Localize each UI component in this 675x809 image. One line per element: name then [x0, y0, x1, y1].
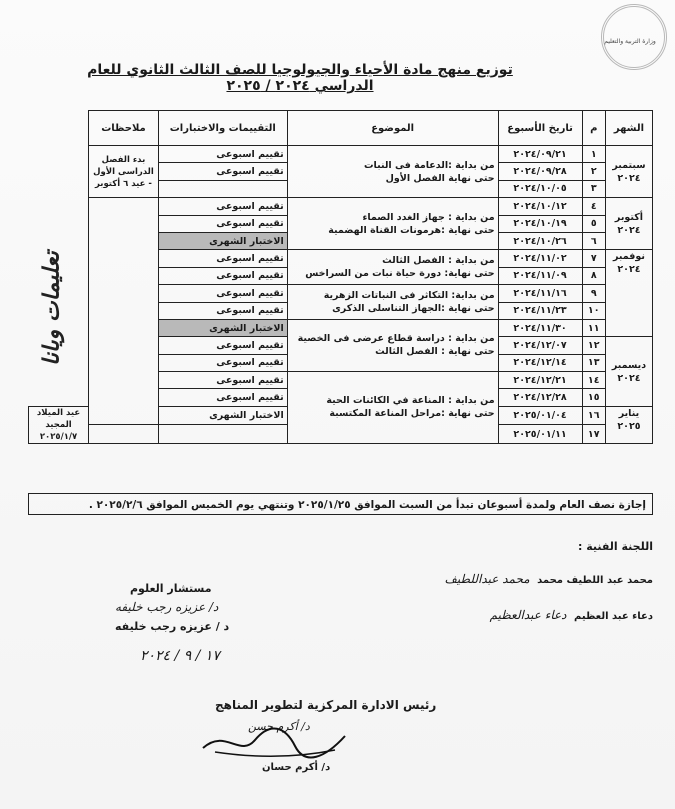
header-notes: ملاحظات	[89, 111, 159, 146]
topic-cell	[287, 319, 498, 371]
topic-to: حتى نهاية الفصل الأول	[385, 172, 495, 184]
header-topic: الموضوع	[287, 111, 498, 146]
advisor-label: مستشار العلوم	[130, 582, 212, 595]
header-eval: التقييمات والاختبارات	[158, 111, 287, 146]
topic-from: من بداية :الدعامة فى النبات	[363, 159, 495, 171]
notes-cell-empty	[89, 198, 159, 425]
schedule-table	[28, 110, 653, 444]
eval-cell-monthly: الاختبار الشهرى	[158, 232, 287, 249]
week-date: ٢٠٢٥/٠١/٠٤	[498, 406, 582, 425]
eval-cell: تقييم اسبوعى	[158, 250, 287, 267]
eval-cell: تقييم اسبوعى	[158, 285, 287, 302]
eval-cell: تقييم اسبوعى	[158, 146, 287, 163]
topic-to: حتى نهاية : الفصل الثالث	[375, 346, 495, 358]
topic-from: من بداية : دراسة قطاع عرضى فى الخصية	[297, 333, 495, 345]
week-num: ٦	[582, 232, 605, 249]
month-cell: نوفمبر ٢٠٢٤	[605, 250, 652, 337]
month-cell: سبتمبر ٢٠٢٤	[605, 146, 652, 198]
topic-to: حتى نهاية: دورة حياة نبات من السراخس	[305, 268, 495, 280]
eval-cell: تقييم اسبوعى	[158, 337, 287, 354]
eval-cell: تقييم اسبوعى	[158, 372, 287, 389]
table-header-row	[29, 111, 653, 146]
watermark-text: تعليمات ويانا	[39, 251, 65, 366]
week-num: ٢	[582, 163, 605, 180]
head-label: رئيس الادارة المركزية لتطوير المناهج	[215, 698, 437, 712]
ministry-seal	[601, 4, 667, 70]
week-date: ٢٠٢٤/٠٩/٢٨	[498, 163, 582, 180]
eval-cell: تقييم اسبوعى	[158, 215, 287, 232]
eval-cell: تقييم اسبوعى	[158, 267, 287, 284]
topic-cell	[287, 372, 498, 444]
week-date: ٢٠٢٤/١٢/١٤	[498, 354, 582, 371]
seal-caption: وزارة التربية والتعليم	[604, 38, 656, 45]
week-date: ٢٠٢٤/١١/٢٣	[498, 302, 582, 319]
topic-cell	[287, 198, 498, 250]
member-2-signature: دعاء عبدالعظيم	[489, 608, 567, 622]
midyear-holiday-note: إجازة نصف العام ولمدة أسبوعان تبدأ من السبت الموافق ٢٠٢٥/١/٢٥ وتنتهي يوم الخميس الموافق ٢٠٢٥/٢/٦ .	[28, 493, 653, 515]
week-date: ٢٠٢٤/١١/١٦	[498, 285, 582, 302]
head-signature-scribble	[195, 718, 355, 764]
topic-from: من بداية : المناعة في الكائنات الحية	[326, 395, 495, 407]
week-num: ٩	[582, 285, 605, 302]
eval-cell: تقييم اسبوعى	[158, 198, 287, 215]
week-num: ١٣	[582, 354, 605, 371]
advisor-date: ١٧ / ٩ / ٢٠٢٤	[140, 648, 220, 664]
header-date: تاريخ الأسبوع	[498, 111, 582, 146]
eval-cell	[89, 425, 159, 444]
week-date: ٢٠٢٤/١١/٠٢	[498, 250, 582, 267]
document-title: توزيع منهج مادة الأحياء والجيولوجيا للصف الثالث الثانوي للعام الدراسي ٢٠٢٤ / ٢٠٢٥	[87, 62, 513, 94]
advisor-name: د / عزيزه رجب خليفه	[115, 620, 230, 633]
month-cell: أكتوبر ٢٠٢٤	[605, 198, 652, 250]
week-date: ٢٠٢٤/٠٩/٢١	[498, 146, 582, 163]
week-date: ٢٠٢٤/١٢/٠٧	[498, 337, 582, 354]
eval-cell: تقييم اسبوعى	[158, 354, 287, 371]
topic-cell	[287, 285, 498, 320]
week-date: ٢٠٢٤/١٠/١٢	[498, 198, 582, 215]
week-date: ٢٠٢٥/٠١/١١	[498, 425, 582, 444]
head-name: د/ أكرم حسان	[262, 762, 331, 773]
topic-from: من بداية : جهاز الغدد الصماء	[362, 211, 495, 223]
topic-to: حتى نهاية :هرمونات القناة الهضمية	[328, 224, 495, 236]
eval-cell: تقييم اسبوعى	[158, 302, 287, 319]
eval-cell: تقييم اسبوعى	[158, 163, 287, 180]
week-date: ٢٠٢٤/١٢/٢٨	[498, 389, 582, 406]
week-num: ١٢	[582, 337, 605, 354]
week-num: ١٦	[582, 406, 605, 425]
topic-from: من بداية: التكاثر فى النباتات الزهرية	[323, 290, 495, 302]
week-num: ٥	[582, 215, 605, 232]
week-date: ٢٠٢٤/١١/٠٩	[498, 267, 582, 284]
week-date: ٢٠٢٤/١١/٣٠	[498, 319, 582, 336]
head-handwritten: د/ أكرم حسن	[248, 720, 310, 733]
notes-cell: عيد الميلاد المجيد ٢٠٢٥/١/٧	[29, 406, 89, 443]
committee-member-1	[444, 572, 653, 586]
week-date: ٢٠٢٤/١٠/٢٦	[498, 232, 582, 249]
week-num: ٣	[582, 180, 605, 197]
table-row	[29, 146, 653, 163]
week-num: ١٥	[582, 389, 605, 406]
week-num: ١٠	[582, 302, 605, 319]
week-num: ١٤	[582, 372, 605, 389]
eval-cell	[158, 180, 287, 197]
committee-member-2	[490, 608, 653, 622]
topic-to: حتى نهاية :مراحل المناعة المكتسبة	[329, 408, 495, 420]
topic-from: من بداية : الفصل الثالث	[382, 255, 495, 267]
week-num: ١	[582, 146, 605, 163]
topic-to: حتى نهاية :الجهاز التناسلى الذكرى	[332, 303, 495, 315]
member-1-signature: محمد عبداللطيف	[444, 572, 530, 586]
week-num: ٨	[582, 267, 605, 284]
committee-label: اللجنة الفنية :	[577, 540, 653, 553]
member-1-name: محمد عبد اللطيف محمد	[537, 575, 653, 586]
header-month: الشهر	[605, 111, 652, 146]
table-row	[29, 198, 653, 215]
watermark	[30, 238, 74, 398]
week-num: ١١	[582, 319, 605, 336]
week-num: ١٧	[582, 425, 605, 444]
topic-cell	[287, 146, 498, 198]
member-2-name: دعاء عبد العظيم	[574, 611, 653, 622]
topic-cell	[287, 250, 498, 285]
week-num: ٧	[582, 250, 605, 267]
week-date: ٢٠٢٤/١٢/٢١	[498, 372, 582, 389]
week-date: ٢٠٢٤/١٠/٠٥	[498, 180, 582, 197]
header-num: م	[582, 111, 605, 146]
week-date: ٢٠٢٤/١٠/١٩	[498, 215, 582, 232]
eval-cell-monthly: الاختبار الشهرى	[158, 319, 287, 336]
notes-cell: بدء الفصل الدراسى الأول - عيد ٦ أكتوبر	[89, 146, 159, 198]
month-cell: يناير ٢٠٢٥	[605, 406, 652, 443]
topic-cell-empty	[158, 425, 287, 444]
eval-cell: الاختبار الشهرى	[158, 406, 287, 425]
eval-cell: تقييم اسبوعى	[158, 389, 287, 406]
month-cell: ديسمبر ٢٠٢٤	[605, 337, 652, 407]
week-num: ٤	[582, 198, 605, 215]
advisor-signature: د/ عزيزه رجب خليفه	[115, 600, 219, 614]
